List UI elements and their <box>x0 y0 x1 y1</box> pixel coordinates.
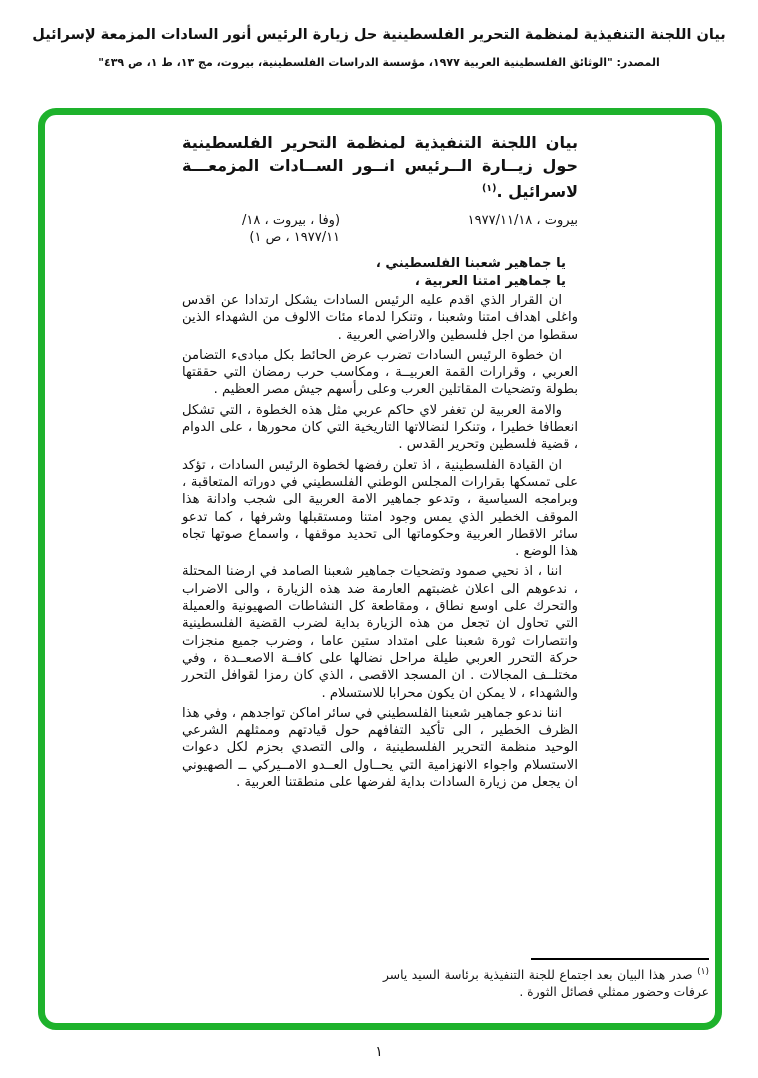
document-title-line-1: بيان اللجنة التنفيذية لمنظمة التحرير الفلسطينية <box>182 133 578 152</box>
document-body <box>182 292 578 791</box>
salutation-line-2: يا جماهير امتنا العربية ، <box>414 273 566 289</box>
footnote-body <box>383 964 709 1001</box>
header-title: بيان اللجنة التنفيذية لمنظمة التحرير الفلسطينية حل زيارة الرئيس أنور السادات المزمعة لإسرائيل <box>32 27 726 43</box>
footnote-marker: (١) <box>697 967 709 977</box>
title-text: لاسرائيل . <box>496 182 578 201</box>
paragraph: ان القيادة الفلسطينية ، اذ تعلن رفضها لخطوة الرئيس السادات ، تؤكد على تمسكها بقرارات المجلس الوطني الفلسطيني في دوراته المتعاقبة ، وبرامجه السياسية ، وتدعو جماهير الامة العربية الى شجب وادانة هذا الموقف الخطير الذي يمس وجود امتنا ومستقبلها وشرفها ، كما تدعو سائر الاقطار العربية وحكوماتها الى تحديد موقفها ، واسماع صوتها تجاه هذا الوضع . <box>182 457 578 560</box>
paragraph: ان القرار الذي اقدم عليه الرئيس السادات يشكل ارتدادا عن اقدس واغلى اهداف امتنا وشعبنا ، وتنكرا لدماء مئات الالوف من الشهداء الذين سقطوا من اجل فلسطين والاراضي العربية . <box>182 293 578 343</box>
document-title-line-3 <box>182 177 578 203</box>
footnote-text: صدر هذا البيان بعد اجتماع للجنة التنفيذية برئاسة السيد ياسر عرفات وحضور ممثلي فصائل الثورة . <box>383 968 709 999</box>
page-header <box>0 27 758 69</box>
header-source-line: المصدر: "الوثائق الفلسطينية العربية ١٩٧٧، مؤسسة الدراسات الفلسطينية، بيروت، مج ١٣، ط ١، ص ٤٣٩" <box>98 56 660 69</box>
paragraph: والامة العربية لن تغفر لاي حاكم عربي مثل هذه الخطوة ، التي تشكل انعطافا خطيرا ، وتنكرا لنضالاتها التاريخية التي كان محورها ، على الدوام ، قضية فلسطين وتحرير القدس . <box>182 402 578 453</box>
dateline-place-date: بيروت ، ١٩٧٧/١١/١٨ <box>467 213 578 228</box>
document-title-line-2: حول زيــارة الــرئيس انــور الســادات المزمعـــة <box>182 156 578 175</box>
paragraph: اننا ، اذ نحيي صمود وتضحيات جماهير شعبنا الصامد في ارضنا المحتلة ، ندعوهم الى اعلان غضبتهم العارمة ضد هذه الزيارة ، والى الاضراب والتحرك على اوسع نطاق ، ومقاطعة كل النشاطات الصهيونية والعميلة التي تحاول ان تجعل من هذه الزيارة بداية لضرب القضية الفلسطينية وانتصارات ثورة شعبنا على امتداد ستين عاما ، وضرب جميع منجزات حركة التحرر العربي طيلة مراحل نضالها على كافــة الاصعــدة ، وفي مختلــف المجالات . ان المسجد الاقصى ، الذي كان رمزا لقوافل التحرر والشهداء ، لا يمكن ان يكون محرابا للاستسلام . <box>182 564 578 701</box>
footnote-separator-rule <box>531 958 709 960</box>
citation-line-2: ١٩٧٧/١١ ، ص ١) <box>249 230 341 245</box>
dateline <box>182 212 578 246</box>
dateline-agency-citation <box>242 212 340 246</box>
footnote-reference-marker: (١) <box>481 183 497 194</box>
paragraph: اننا ندعو جماهير شعبنا الفلسطيني في سائر اماكن تواجدهم ، وفي هذا الظرف الخطير ، الى تأكيد التفافهم حول قيادتهم وممثلهم الشرعي الوحيد منظمة التحرير الفلسطينية ، والى التصدي بحزم لكل دعوات الاستسلام واجواء الانهزامية التي يحــاول العــدو الامــيركي ــ الصهيوني ان يجعل من زيارة السادات بداية لفرضها على منطقتنا العربية . <box>182 705 578 791</box>
document-text-column <box>182 131 578 791</box>
paragraph: ان خطوة الرئيس السادات تضرب عرض الحائط بكل مبادىء التضامن العربي ، وقرارات القمة العربيــة ، ومكاسب حرب رمضان التي حققتها بطولة وتضحيات المقاتلين العرب وعلى رأسهم جيش مصر العظيم . <box>182 347 578 398</box>
salutation <box>182 255 578 290</box>
salutation-line-1: يا جماهير شعبنا الفلسطيني ، <box>375 256 566 271</box>
footnote <box>383 958 709 1001</box>
page-number: ١ <box>375 1044 383 1060</box>
document-title <box>182 131 578 203</box>
citation-line-1: (وفا ، بيروت ، ١٨/ <box>242 213 341 228</box>
document-frame <box>38 108 722 1030</box>
